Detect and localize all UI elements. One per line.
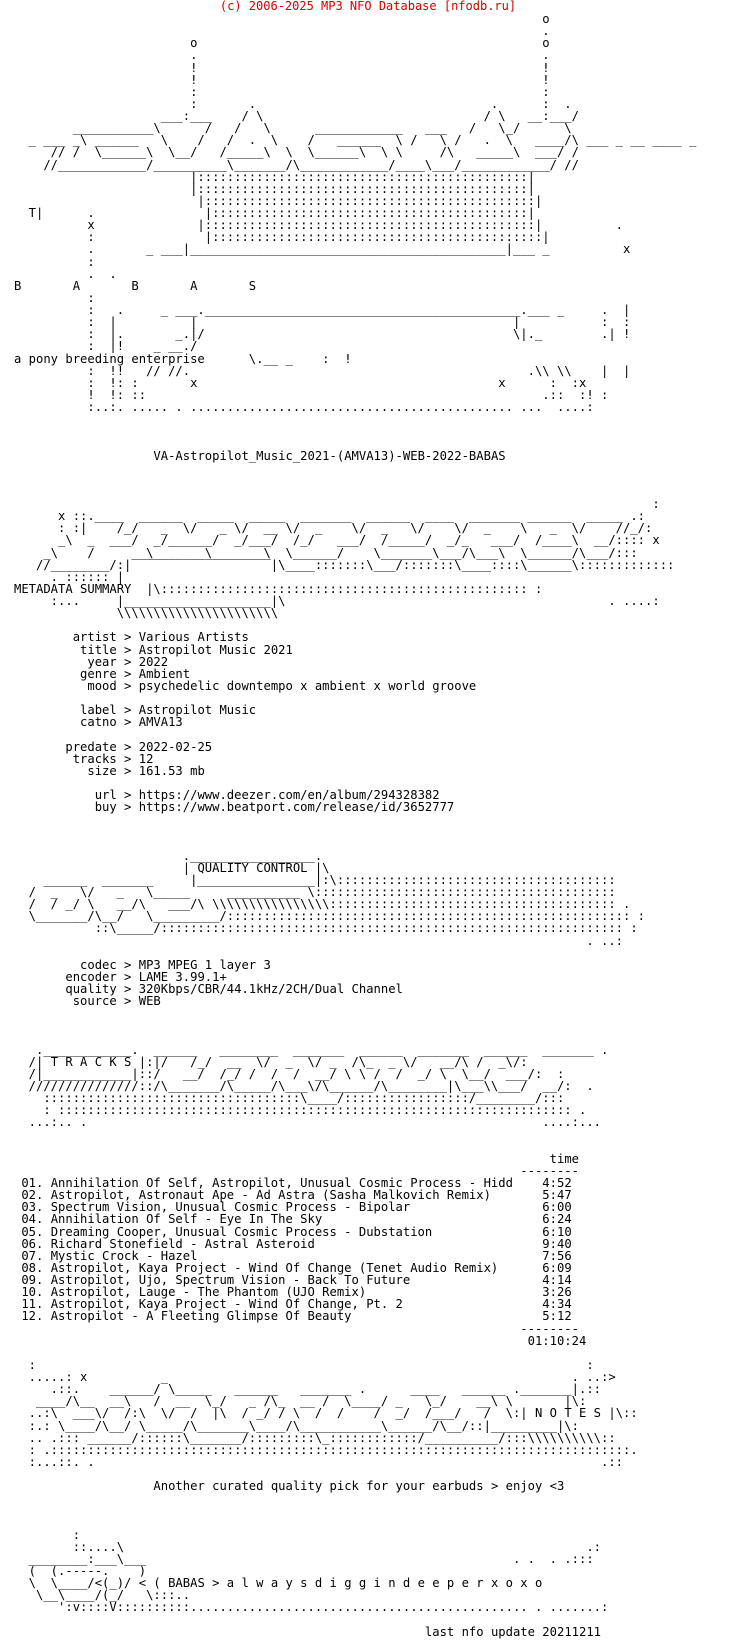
quality-title: QUALITY CONTROL — [197, 860, 308, 875]
track-5-title: Dreaming Cooper, Unusual Cosmic Process - Dubstation — [50, 1224, 528, 1239]
metadata-catno-value: AMVA13 — [138, 715, 183, 730]
track-7-time: 7:56 — [534, 1248, 572, 1263]
track-3-time: 6:00 — [534, 1200, 572, 1215]
track-1-time: 4:52 — [534, 1176, 572, 1190]
metadata-label-value: Astropilot Music — [138, 703, 257, 718]
metadata-genre-value: Ambient — [138, 666, 191, 681]
track-8-title: Astropilot, Kaya Project - Wind Of Change (Tenet Audio Remix) — [50, 1260, 528, 1275]
track-10-time: 3:26 — [534, 1285, 572, 1300]
metadata-predate-value: 2022-02-25 — [138, 739, 213, 754]
metadata-buy-value: https://www.beatport.com/release/id/3652777 — [138, 800, 455, 815]
track-3-title: Spectrum Vision, Unusual Cosmic Process - Bipolar — [50, 1200, 528, 1215]
notes-title: N O T E S — [534, 1406, 602, 1421]
time-column-header: time — [549, 1151, 579, 1166]
metadata-tracks-value: 12 — [138, 751, 154, 766]
track-7-title: Mystic Crock - Hazel — [50, 1248, 528, 1263]
track-11-time: 4:34 — [534, 1297, 572, 1312]
track-6-time: 9:40 — [534, 1236, 572, 1251]
metadata-year-value: 2022 — [138, 654, 169, 669]
track-4-title: Annihilation Of Self - Eye In The Sky — [50, 1212, 528, 1227]
track-10-title: Astropilot, Lauge - The Phantom (UJO Remix) — [50, 1285, 528, 1300]
track-4-time: 6:24 — [534, 1212, 572, 1227]
tagline: a pony breeding enterprise — [14, 351, 205, 366]
track-1-title: Annihilation Of Self, Astropilot, Unusual Cosmic Process - Hidd — [50, 1176, 528, 1190]
release-name: VA-Astropilot_Music_2021-(AMVA13)-WEB-2022-BABAS — [153, 448, 506, 463]
track-2-time: 5:47 — [534, 1188, 572, 1203]
track-9-title: Astropilot, Ujo, Spectrum Vision - Back To Future — [50, 1273, 528, 1287]
tracks-title: T R A C K S — [50, 1054, 132, 1069]
track-5-time: 6:10 — [534, 1224, 572, 1239]
track-2-title: Astropilot, Astronaut Ape - Ad Astra (Sasha Malkovich Remix) — [50, 1188, 528, 1203]
signature: ( BABAS > a l w a y s d i g g i n d e e p e r x o x o — [153, 1576, 543, 1591]
nfo-document: o . o o . . ! ! ! ! : : : . . : . ___:___ / \ / \ __:___/ ___________\ / / \ ____________ ___ / \_/ \ _ ___ _\ ______ \ / / . \ / ______ \ / \ / . \ ____/\ ___ _ __ ____ _ // / \______\ \__/ /_____\ \ \______\ \ \ /\ _____\ ___/ / //____________/__________\_______/\____________/____\___/____________/ // |:::::::::::::::::::::::::::::::::::::::::::::| |:::::::::::::::::::::::::::::::::::::::::::::| |:::::::::::::::::::::::::::::::::::::::::::::| T| . |:::::::::::::::::::::::::::::::::::::::::::| x |:::::::::::::::::::::::::::::::::::::::::::::| . : |:::::::::::::::::::::::::::::::::::::::::::::| . _ ___|___________________________________________|___ _ x : . . B A B A S : : . _ ___.___________________________________________.___ _ . | : | | | : : : |. _.|/ \|._ .| ! : |! _ __./ a pony breeding enterprise \.__ _ : ! : !! // //. .\\ \\ | | : !: : x x : :x ! !: :: .:: :! : :..:. ..... . ............................................ ... ....: VA-Astropilot_Music_2021-(AMVA13)-WEB-2022-BABAS : x ::.____ ______ _____ _____ _______ ______ ____ _______ ______ _____ .: : :| /_/ _ \/ _ \/ __ \/ _ \/ _ \/ \/ _ \ _ \/ //_/: _\ _ ___/ _/______/ _/___/ /_/ ___/ /_____/ _/_ ___/ /____\ __/:::: x _\ / \__ \_______\ \______/ \_______\___/\___\ \______/\___/::: //________/:|‾‾‾‾‾‾‾‾‾‾‾‾‾‾‾‾‾‾‾|\____:::::::\___/:::::::\____::::\______\::::::::::::: . :::::: | METADATA SUMMARY |\:::::::::::::::::::::::::::::::::::::::::::::::::: : :... |____________________|\ . ....: \\\\\\\\\\\\\\\\\\\\\\ artist > Various Artists title > Astropilot Music 2021 year > 2022 genre > Ambient mood > psychedelic downtempo x ambient x world groove label > Astropilot Music catno > AMVA13 predate > 2022-02-25 tracks > 12 size > 161.53 mb url > https://www.deezer.com/en/album/294328382 buy > https://www.beatport.com/release/id/3652777 ._________________. | QUALITY CONTROL |\ ______ _______ |________________|:\:::::::::::::::::::::::::::::::::::::: / _ \/ _ \_____ __________ \::::::::::::::::::::::::::::::::::::::::: / / _/ \ __/\ ___/\ \\\\\\\\\\\\\\\\::::::::::::::::::::::::::::::::::::::: . \_______/\__/ \_________/::::::::::::::::::::::::::::::::::::::::::::::::::::::: : ::\_____/::::::::::::::::::::::::::::::::::::::::::::::::::::::::::::::: : . ..: codec > MP3 MPEG 1 layer 3 encoder > LAME 3.99.1+ quality > 320Kbps/CBR/44.1kHz/2CH/Dual Channel source > WEB .____________. ______ ________ _______ ______ _______ ______ _______ . /| T R A C K S |:|/ /_/ __ \/ _ \/ _ /\_ _ \/ __/\ / _\/: /|____________|::/ __/ /_/ / / / __/ \ \ / / _/ \ \__/ ___/: : ///////////////::/\_______/\_____/\___\/\______/\________|\___\\___/ __/: . :::::::::::::::::::::::::::::::::::\____/:::::::::::::::::/________/::: : :::::::::::::::::::::::::::::::::::::::::::::::::::::::::::::::::::::: . ...:.. . ....:... time -------- 01. Annihilation Of Self, Astropilot, Unusual Cosmic Process - Hidd 4:52 02. Astropilot, Astronaut Ape - Ad Astra (Sasha Malkovich Remix) 5:47 03. Spectrum Vision, Unusual Cosmic Process - Bipolar 6:00 04. Annihilation Of Self - Eye In The Sky 6:24 05. Dreaming Cooper, Unusual Cosmic Process - Dubstation 6:10 06. Richard Stonefield - Astral Asteroid 9:40 07. Mystic Crock - Hazel 7:56 08. Astropilot, Kaya Project - Wind Of Change (Tenet Audio Remix) 6:09 09. Astropilot, Ujo, Spectrum Vision - Back To Future 4:14 10. Astropilot, Lauge - The Phantom (UJO Remix) 3:26 11. Astropilot, Kaya Project - Wind Of Change, Pt. 2 4:34 12. Astropilot - A Fleeting Glimpse Of Beauty 5:12 -------- 01:10:24 : : .....: x _ . ..:> .::. ______/ \_____ ______ _______ . ____ ______ ._______|.:: ____/\__ __\ / __ \_/ _ /\_ __ / \____/ _ \_/ __\ \ |\: ..:\ ___\/ /:\ \/ / |\ / _/ / \ / / / _/ /___/ / \:| N O T E S |\:: :.: \____/\__/ \_____/\_______\____/\___________\______/\__/::|_________|\: .. .::: ______/::::::\_______/:::::::::\_::::::::::::/__________/:::\\\\\\\\\\:: : .:::::::::::::::::::::::::::::::::::::::::::::::::::::::::::::::::::::::::::::::. :...::. . .:: Another curated quality pick for your earbuds > enjoy <3 : ::....\ .: ________:___\___ . . . .::: ( (.-----. ) \ \____/<(_)/ < ( BABAS > a l w a y s d i g g i n d e e p e r x o x o \__\____/(_/ \:::.. ':v::::V::::::::::.............................................. . .......: last nfo update 20211211 — [14, 12, 697, 1639]
quality-quality-value: 320Kbps/CBR/44.1kHz/2CH/Dual Channel — [138, 982, 403, 996]
quality-encoder-value: LAME 3.99.1+ — [138, 969, 227, 984]
track-6-title: Richard Stonefield - Astral Asteroid — [50, 1236, 528, 1251]
last-update: last nfo update 20211211 — [424, 1624, 602, 1639]
metadata-title-value: Astropilot Music 2021 — [138, 642, 293, 657]
total-time: 01:10:24 — [527, 1333, 587, 1348]
metadata-artist-value: Various Artists — [138, 630, 249, 645]
notes-text: Another curated quality pick for your earbuds > enjoy <3 — [153, 1479, 565, 1494]
logo-letters: B A B A S — [14, 278, 257, 293]
track-9-time: 4:14 — [534, 1273, 572, 1287]
metadata-url-value: https://www.deezer.com/en/album/294328382 — [138, 788, 440, 802]
quality-source-value: WEB — [138, 994, 161, 1009]
track-12-time: 5:12 — [534, 1309, 572, 1324]
site-credit-link[interactable]: (c) 2006-2025 MP3 NFO Database [nfodb.ru] — [219, 0, 517, 13]
quality-codec-value: MP3 MPEG 1 layer 3 — [138, 957, 271, 972]
track-8-time: 6:09 — [534, 1260, 572, 1275]
metadata-title: METADATA SUMMARY — [14, 581, 132, 596]
track-11-title: Astropilot, Kaya Project - Wind Of Change, Pt. 2 — [50, 1297, 528, 1312]
metadata-mood-value: psychedelic downtempo x ambient x world groove — [138, 678, 477, 693]
metadata-size-value: 161.53 mb — [138, 763, 205, 778]
track-12-title: Astropilot - A Fleeting Glimpse Of Beauty — [50, 1309, 528, 1324]
